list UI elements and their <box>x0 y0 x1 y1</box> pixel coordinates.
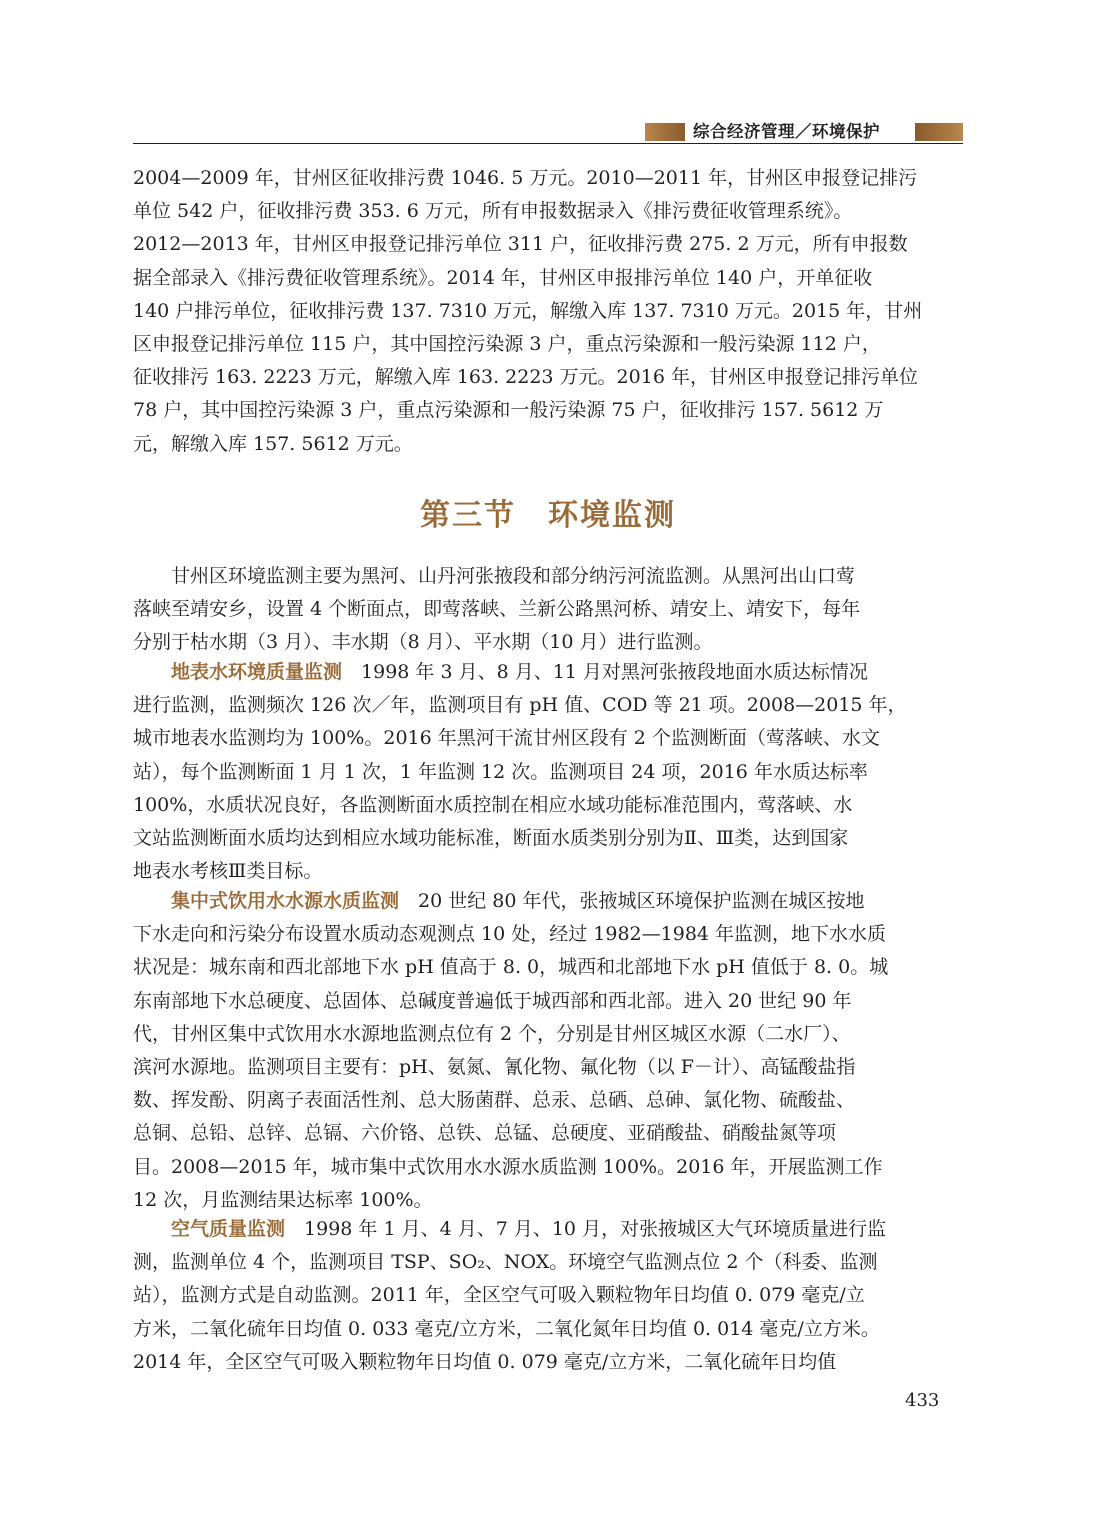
paragraph-pollution-fees: 2004—2009 年，甘州区征收排污费 1046. 5 万元。2010—2011 年，甘州区申报登记排污 单位 542 户，征收排污费 353. 6 万元，所有申报数据录入《排污费征收管理系统》。 2012—2013 年，甘州区申报登记排污单位 311 户，征收排污费 275. 2 万元，所有申报数 据全部录入《排污费征收管理系统》。2014 年，甘州区申报排污单位 140 户，开单征收 140 户排污单位，征收排污费 137. 7310 万元，解缴入库 137. 7310 万元。2015 年，甘州 区申报登记排污单位 115 户，其中国控污染源 3 户，重点污染源和一般污染源 112 户， 征收排污 163. 2223 万元，解缴入库 163. 2223 万元。2016 年，甘州区申报登记排污单位 78 户，其中国控污染源 3 户，重点污染源和一般污染源 75 户，征收排污 157. 5612 万 元，解缴入库 157. 5612 万元。 <box>133 167 923 455</box>
paragraph-body-drinking-water: 20 世纪 80 年代，张掖城区环境保护监测在城区按地 下水走向和污染分布设置水质动态观测点 10 处，经过 1982—1984 年监测，地下水水质 状况是：城东南和西北部地下水 pH 值高于 8. 0，城西和北部地下水 pH 值低于 8. 0。城 东南部地下水总硬度、总固体、总碱度普遍低于城西部和西北部。进入 20 世纪 90 年 代，甘州区集中式饮用水水源地监测点位有 2 个，分别是甘州区城区水源（二水厂）、 滨河水源地。监测项目主要有：pH、氨氮、氰化物、氟化物（以 F－计）、高锰酸盐指 数、挥发酚、阴离子表面活性剂、总大肠菌群、总汞、总硒、总砷、氯化物、硫酸盐、 总铜、总铅、总锌、总镉、六价铬、总铁、总锰、总硬度、亚硝酸盐、硝酸盐氮等项 目。2008—2015 年，城市集中式饮用水水源水质监测 100%。2016 年，开展监测工作 12 次，月监测结果达标率 100%。 <box>133 890 889 1211</box>
paragraph-body-air-quality: 1998 年 1 月、4 月、7 月、10 月，对张掖城区大气环境质量进行监 测，监测单位 4 个，监测项目 TSP、SO₂、NOX。环境空气监测点位 2 个（科委、监测 站），监测方式是自动监测。2011 年，全区空气可吸入颗粒物年日均值 0. 079 毫克/立 方米，二氧化硫年日均值 0. 033 毫克/立方米，二氧化氮年日均值 0. 014 毫克/立方米。 2014 年，全区空气可吸入颗粒物年日均值 0. 079 毫克/立方米，二氧化硫年日均值 <box>133 1218 887 1373</box>
header-rule <box>133 143 963 144</box>
section-title: 第三节 环境监测 <box>420 498 676 533</box>
running-title: 综合经济管理／环境保护 <box>693 122 880 141</box>
page-number: 433 <box>905 1390 940 1411</box>
running-header <box>133 121 963 143</box>
paragraph-body-surface-water: 1998 年 3 月、8 月、11 月对黑河张掖段地面水质达标情况 进行监测，监测频次 126 次／年，监测项目有 pH 值、COD 等 21 项。2008—2015 年， 城市地表水监测均为 100%。2016 年黑河干流甘州区段有 2 个监测断面（莺落峡、水文 站），每个监测断面 1 月 1 次，1 年监测 12 次。监测项目 24 项，2016 年水质达标率 100%，水质状况良好，各监测断面水质控制在相应水域功能标准范围内，莺落峡、水 文站监测断面水质均达到相应水域功能标准，断面水质类别分别为Ⅱ、Ⅲ类，达到国家 地表水考核Ⅲ类目标。 <box>133 661 907 883</box>
paragraph-air-quality <box>133 1213 963 1379</box>
paragraph-lead-air-quality: 空气质量监测 <box>171 1218 286 1240</box>
header-decor-left <box>645 123 685 141</box>
paragraph-surface-water <box>133 656 963 888</box>
paragraph-lead-drinking-water: 集中式饮用水水源水质监测 <box>171 890 400 912</box>
paragraph-monitoring-intro: 甘州区环境监测主要为黑河、山丹河张掖段和部分纳污河流监测。从黑河出山口莺 落峡至靖安乡，设置 4 个断面点，即莺落峡、兰新公路黑河桥、靖安上、靖安下，每年 分别于枯水期（3 月）、丰水期（8 月）、平水期（10 月）进行监测。 <box>133 565 861 654</box>
paragraph-lead-surface-water: 地表水环境质量监测 <box>171 661 343 683</box>
header-decor-right <box>915 123 963 141</box>
paragraph-drinking-water <box>133 885 963 1217</box>
